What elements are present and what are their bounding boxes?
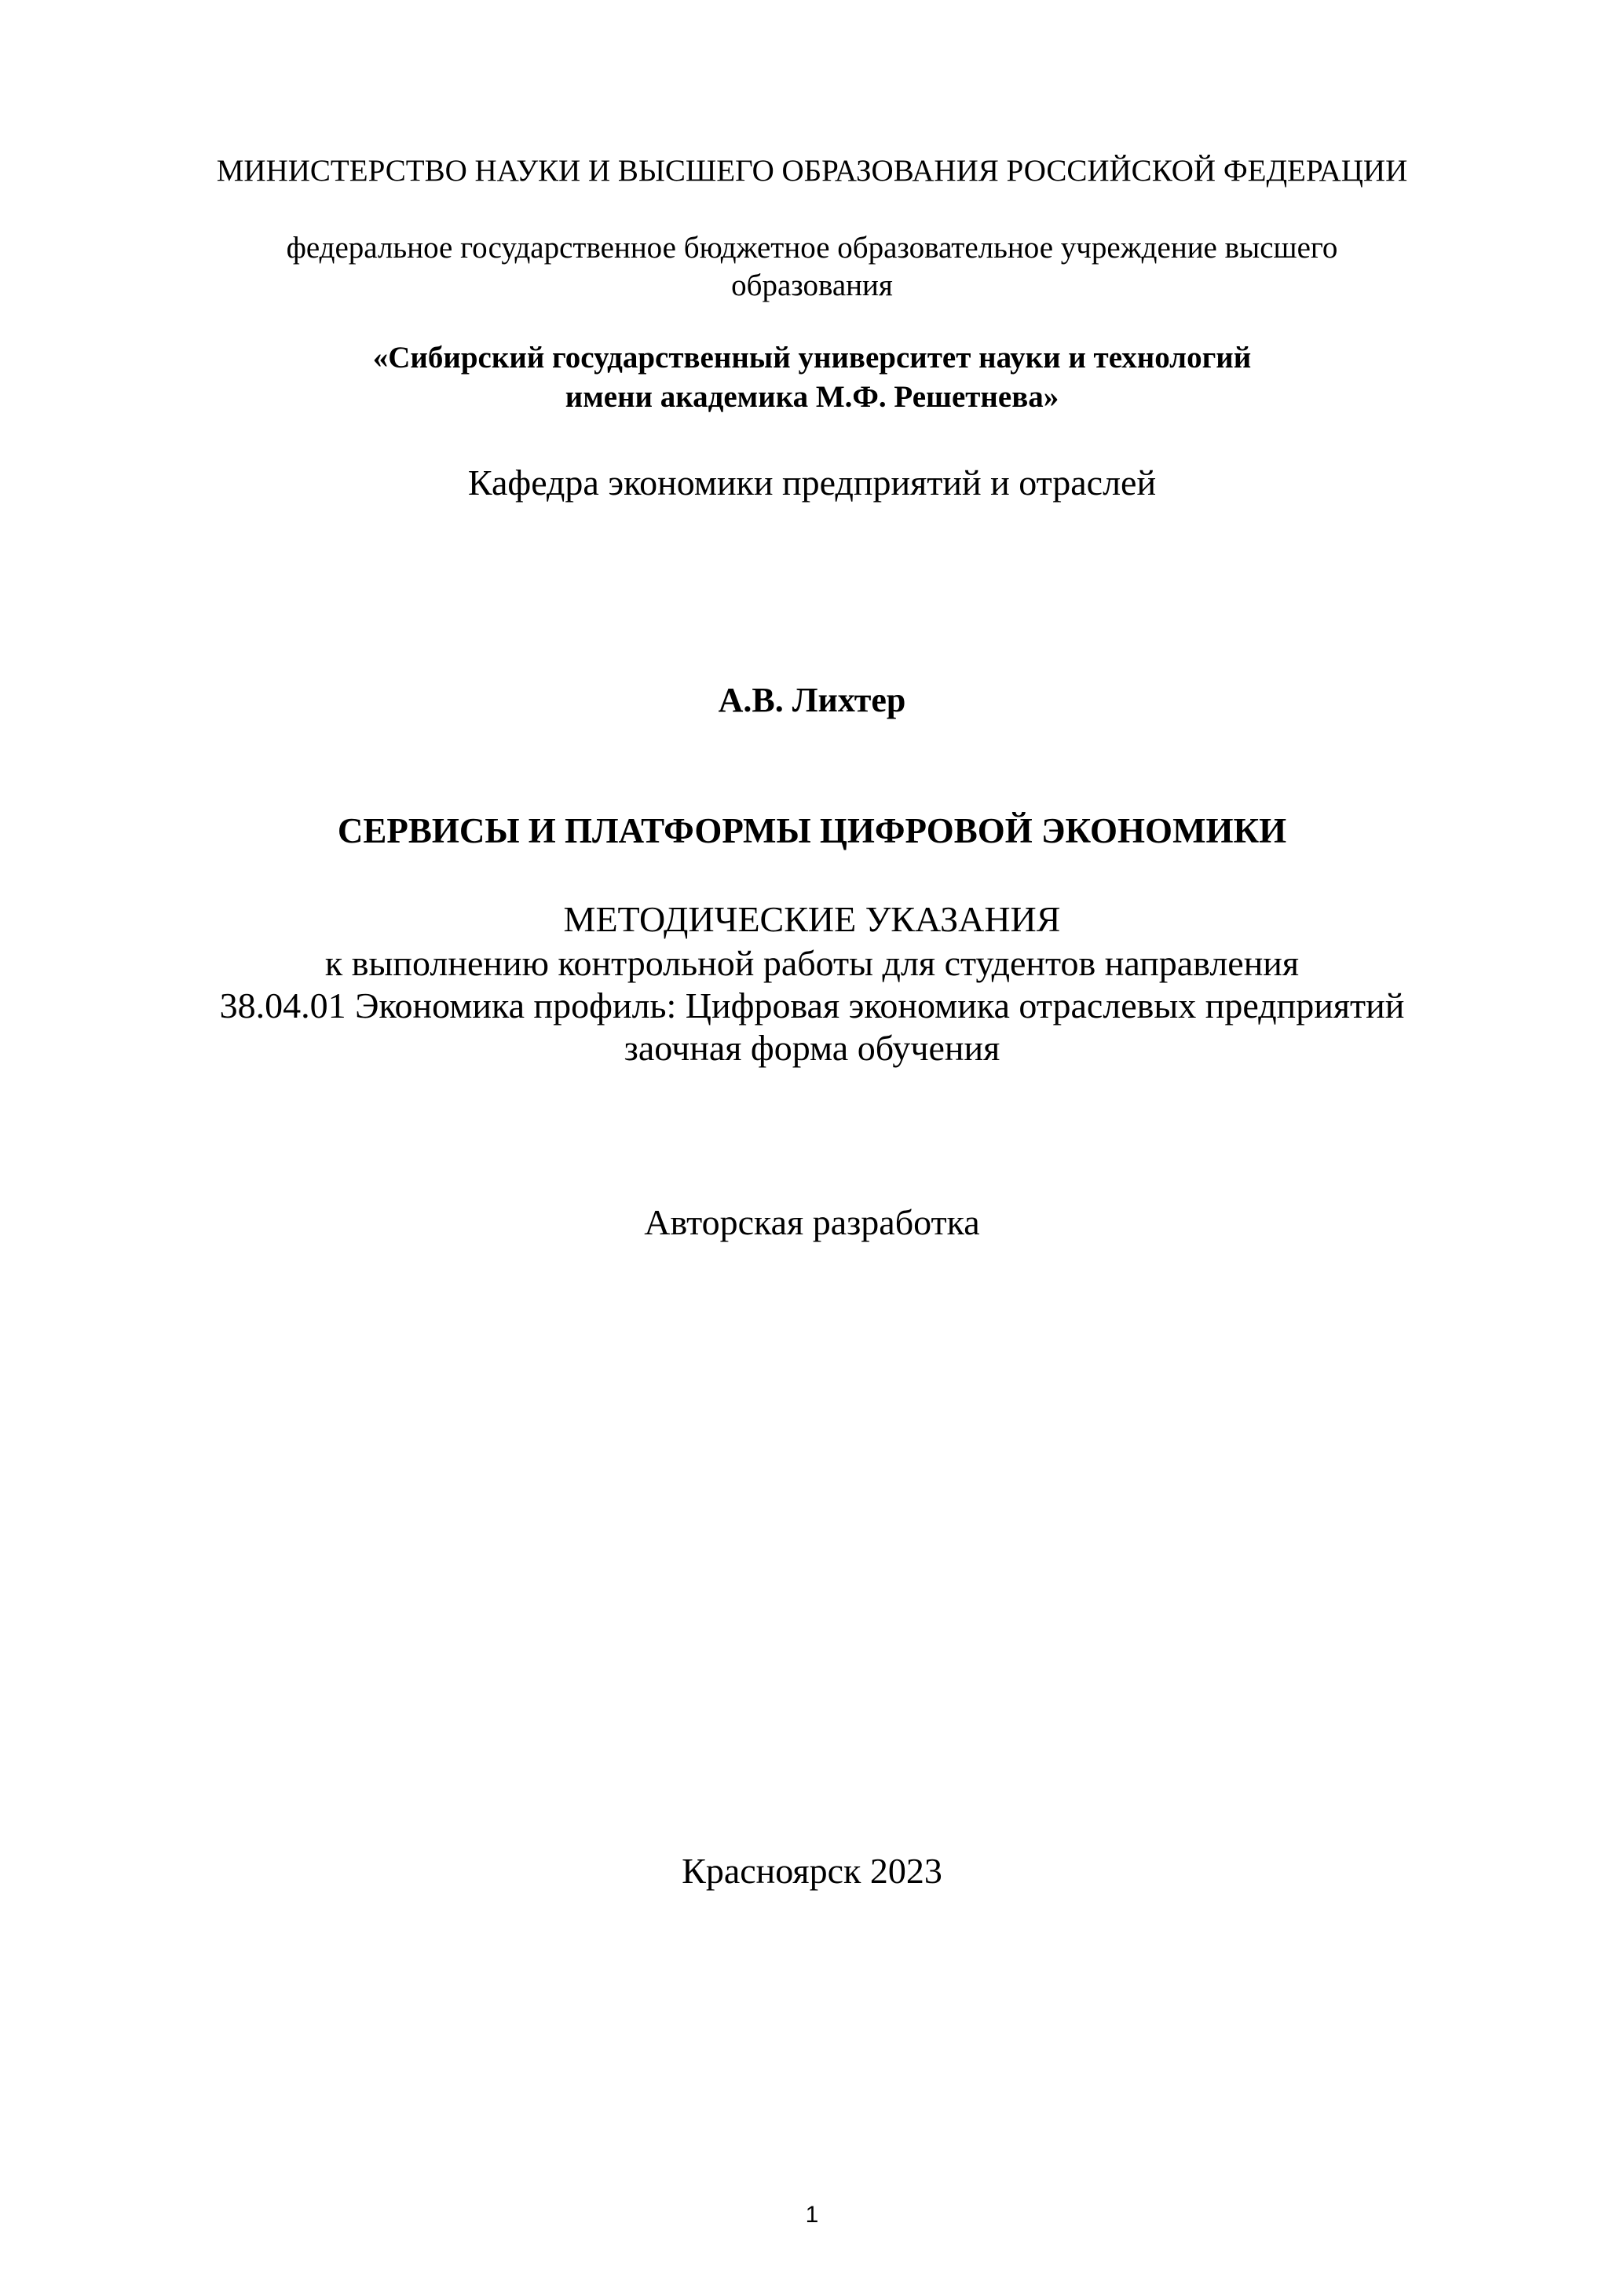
institution-type-line-1: федеральное государственное бюджетное образовательное учреждение высшего [286,231,1338,265]
university-name-line-1: «Сибирский государственный университет науки и технологий [372,341,1252,375]
institution-type-line-2: образования [731,269,893,302]
development-note: Авторская разработка [644,1202,980,1242]
document-title: СЕРВИСЫ И ПЛАТФОРМЫ ЦИФРОВОЙ ЭКОНОМИКИ [337,811,1287,850]
purpose-line-1: к выполнению контрольной работы для студентов направления [324,943,1300,983]
author-name: А.В. Лихтер [718,681,906,719]
purpose-line-3: заочная форма обучения [624,1028,1000,1068]
department-name: Кафедра экономики предприятий и отраслей [467,462,1157,503]
purpose-line-2: 38.04.01 Экономика профиль: Цифровая экономика отраслевых предприятий [219,985,1405,1026]
page-number: 1 [805,2202,819,2228]
document-subtitle: МЕТОДИЧЕСКИЕ УКАЗАНИЯ [563,899,1061,939]
university-name-line-2: имени академика М.Ф. Решетнева» [565,380,1059,414]
city-year: Красноярск 2023 [682,1851,942,1891]
ministry-name: МИНИСТЕРСТВО НАУКИ И ВЫСШЕГО ОБРАЗОВАНИЯ РОССИЙСКОЙ ФЕДЕРАЦИИ [216,154,1408,188]
